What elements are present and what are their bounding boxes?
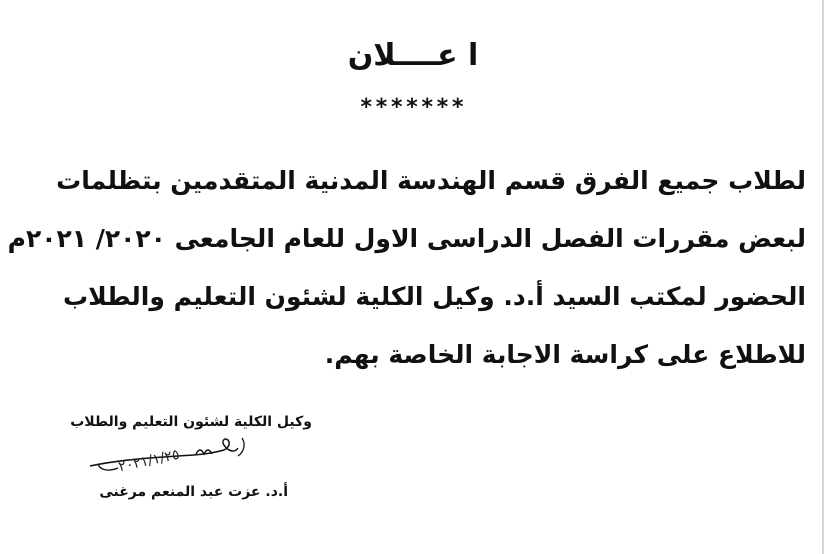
body-line-4: للاطلاع على كراسة الاجابة الخاصة بهم. xyxy=(324,340,806,369)
body-line-3: الحضور لمكتب السيد أ.د. وكيل الكلية لشئون التعليم والطلاب xyxy=(62,282,806,311)
body-line-1: لطلاب جميع الفرق قسم الهندسة المدنية المتقدمين بتظلمات xyxy=(56,166,806,195)
announcement-body xyxy=(6,152,806,384)
handwritten-date: ٢٠٢١/١/٢٥ xyxy=(117,446,182,476)
signatory-title: وكيل الكلية لشئون التعليم والطلاب xyxy=(70,414,312,430)
body-line-2: لبعض مقررات الفصل الدراسى الاول للعام الجامعى ٢٠٢٠/ ٢٠٢١م xyxy=(7,224,806,253)
announcement-title: ا عــــلان xyxy=(347,38,479,73)
signatory-name: أ.د. عزت عبد المنعم مرغنى xyxy=(99,484,288,500)
page-border xyxy=(822,0,824,554)
title-separator: ******* xyxy=(359,95,467,120)
